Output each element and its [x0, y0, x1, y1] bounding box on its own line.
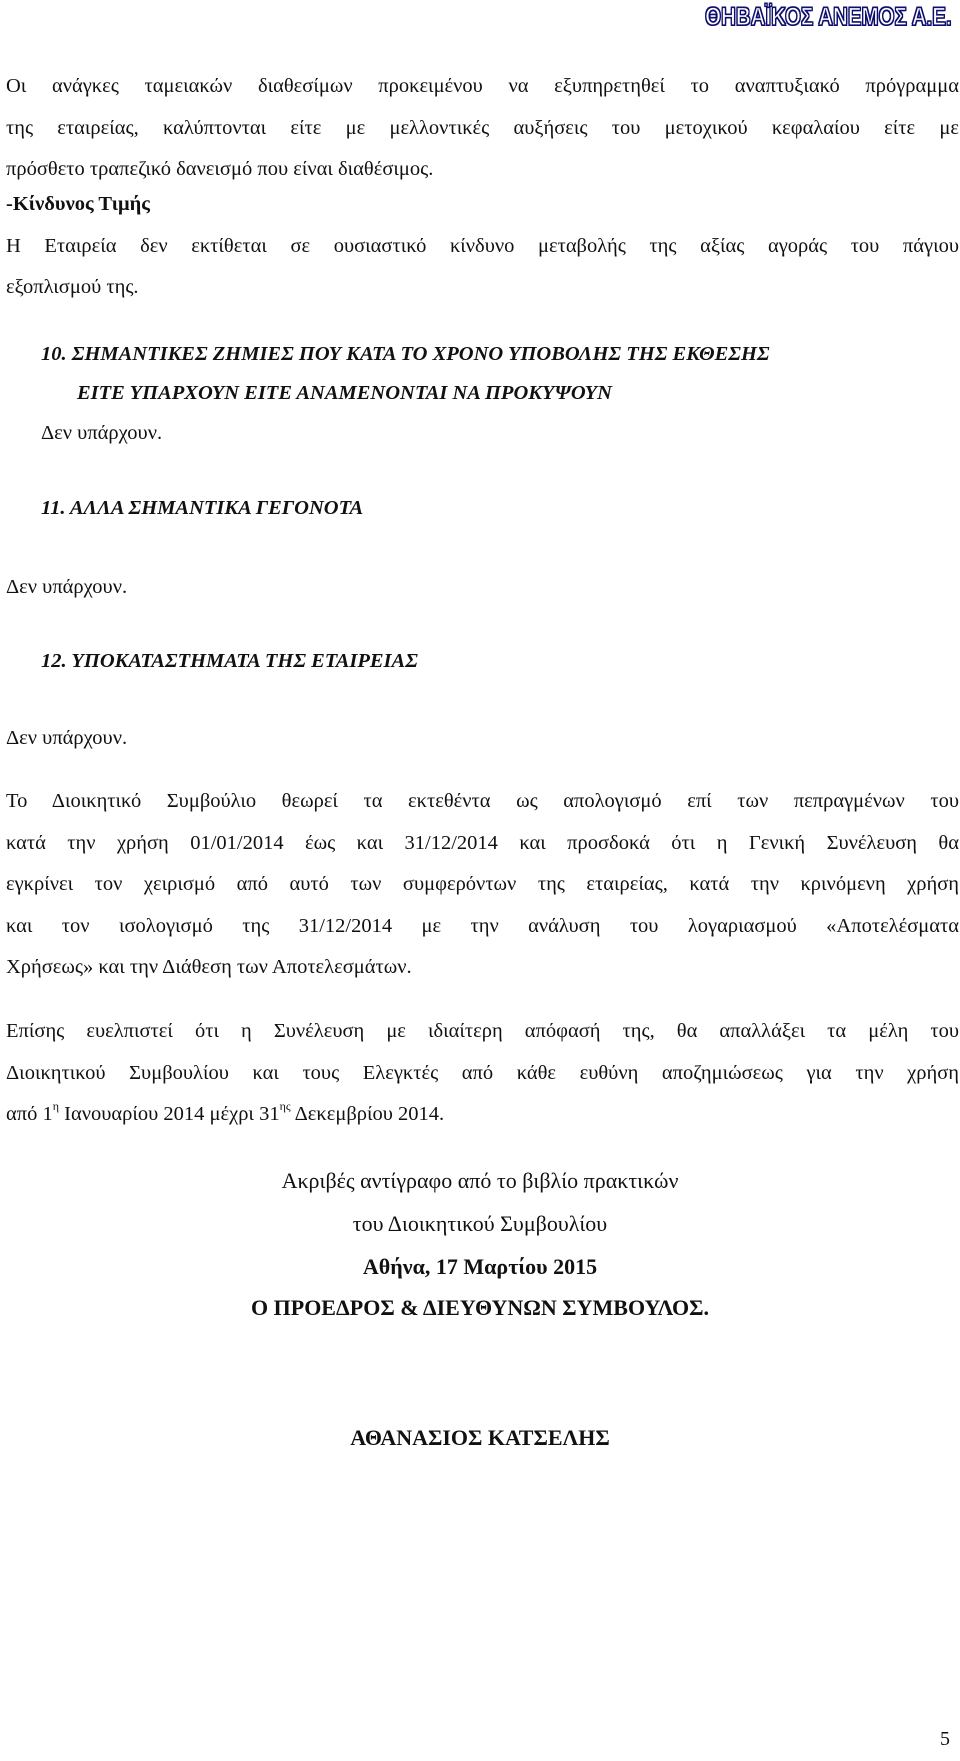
- price-risk-section: [6, 184, 959, 309]
- paragraph-line: [6, 1094, 959, 1136]
- section-10-heading-line2: ΕΙΤΕ ΥΠΑΡΧΟΥΝ ΕΙΤΕ ΑΝΑΜΕΝΟΝΤΑΙ ΝΑ ΠΡΟΚΥΨΟΥΝ: [77, 382, 612, 404]
- paragraph-line: Οι ανάγκες ταμειακών διαθεσίμων προκειμένου να εξυπηρετηθεί το αναπτυξιακό πρόγραμμα: [6, 75, 959, 97]
- certified-copy-line: του Διοικητικού Συμβουλίου: [352, 1211, 608, 1236]
- paragraph-line: της εταιρείας, καλύπτονται είτε με μελλοντικές αυξήσεις του μετοχικού κεφαλαίου είτε με: [6, 116, 959, 139]
- ordinal-suffix: η: [52, 1099, 59, 1113]
- section-title: ΥΠΟΚΑΤΑΣΤΗΜΑΤΑ ΤΗΣ ΕΤΑΙΡΕΙΑΣ: [71, 650, 418, 672]
- signatory-role: Ο ΠΡΟΕΔΡΟΣ & ΔΙΕΥΘΥΝΩΝ ΣΥΜΒΟΥΛΟΣ.: [251, 1295, 709, 1320]
- section-12-heading: [41, 650, 960, 673]
- liquidity-paragraph: [6, 66, 959, 191]
- paragraph-line: Χρήσεως» και την Διάθεση των Αποτελεσμάτων.: [6, 956, 412, 978]
- section-10-heading: [41, 343, 959, 366]
- paragraph-line: Η Εταιρεία δεν εκτίθεται σε ουσιαστικό κίνδυνο μεταβολής της αξίας αγοράς του πάγιου: [6, 234, 959, 257]
- certified-copy-line: Ακριβές αντίγραφο από το βιβλίο πρακτικών: [281, 1168, 679, 1193]
- section-number: 12.: [41, 650, 67, 672]
- text-fragment: Ιανουαρίου 2014 μέχρι 31: [59, 1103, 280, 1125]
- company-logo: ΘΗΒΑΪΚΟΣ ΑΝΕΜΟΣ Α.Ε.: [705, 3, 952, 31]
- page-number: 5: [940, 1728, 950, 1750]
- price-risk-title: -Κίνδυνος Τιμής: [6, 193, 150, 215]
- paragraph-line: Το Διοικητικό Συμβούλιο θεωρεί τα εκτεθέντα ως απολογισμό επί των πεπραγμένων του: [6, 790, 959, 812]
- ordinal-suffix: ης: [279, 1099, 291, 1113]
- paragraph-line: Διοικητικού Συμβουλίου και τους Ελεγκτές από κάθε ευθύνη αποζημιώσεως για την χρήση: [6, 1061, 959, 1084]
- discharge-paragraph: [6, 1011, 959, 1136]
- paragraph-line: Επίσης ευελπιστεί ότι η Συνέλευση με ιδιαίτερη απόφασή της, θα απαλλάξει τα μέλη του: [6, 1020, 959, 1042]
- paragraph-line: και τον ισολογισμό της 31/12/2014 με την ανάλυση του λογαριασμού «Αποτελέσματα: [6, 914, 959, 937]
- section-title: ΑΛΛΑ ΣΗΜΑΝΤΙΚΑ ΓΕΓΟΝΟΤΑ: [69, 497, 364, 519]
- text-fragment: από 1: [6, 1103, 53, 1125]
- paragraph-line: εγκρίνει τον χειρισμό από αυτό των συμφερόντων της εταιρείας, κατά την κρινόμενη χρήση: [6, 873, 959, 895]
- paragraph-line: κατά την χρήση 01/01/2014 έως και 31/12/2014 και προσδοκά ότι η Γενική Συνέλευση θα: [6, 831, 959, 854]
- section-10-body: Δεν υπάρχουν.: [41, 422, 163, 444]
- section-number: 10.: [41, 343, 67, 365]
- text-fragment: Δεκεμβρίου 2014.: [290, 1103, 445, 1125]
- section-title: ΣΗΜΑΝΤΙΚΕΣ ΖΗΜΙΕΣ ΠΟΥ ΚΑΤΑ ΤΟ ΧΡΟΝΟ ΥΠΟΒΟΛΗΣ ΤΗΣ ΕΚΘΕΣΗΣ: [71, 343, 770, 365]
- paragraph-line: εξοπλισμού της.: [6, 276, 139, 298]
- section-11-heading: [41, 497, 960, 520]
- paragraph-line: πρόσθετο τραπεζικό δανεισμό που είναι διαθέσιμος.: [6, 158, 434, 180]
- section-12-body: Δεν υπάρχουν.: [6, 727, 128, 749]
- section-11-body: Δεν υπάρχουν.: [6, 576, 128, 598]
- section-number: 11.: [41, 497, 66, 519]
- place-date: Αθήνα, 17 Μαρτίου 2015: [362, 1254, 598, 1279]
- board-paragraph: [6, 781, 959, 989]
- signatory-name: ΑΘΑΝΑΣΙΟΣ ΚΑΤΣΕΛΗΣ: [350, 1425, 610, 1450]
